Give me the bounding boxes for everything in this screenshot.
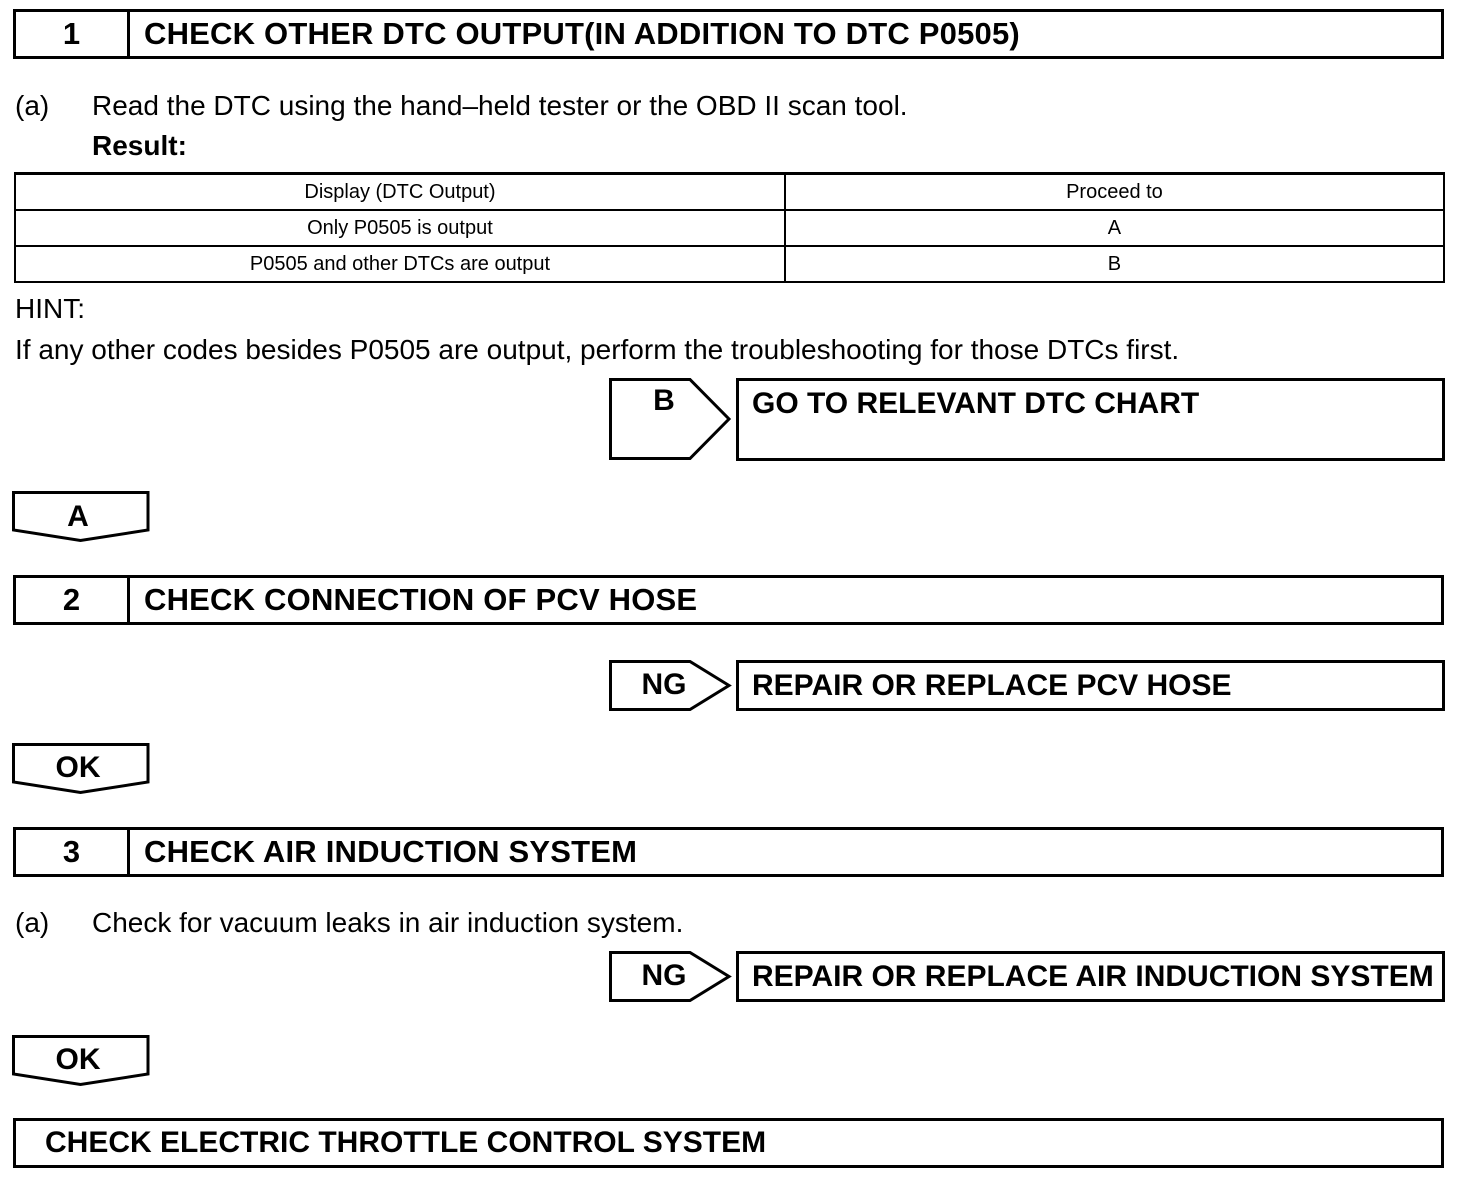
instruction-text: Check for vacuum leaks in air induction system.: [92, 907, 684, 938]
branch-action-box: REPAIR OR REPLACE AIR INDUCTION SYSTEM: [736, 951, 1445, 1002]
hint-text: If any other codes besides P0505 are output, perform the troubleshooting for those DTCs first.: [15, 334, 1180, 365]
table-cell: Only P0505 is output: [15, 210, 785, 246]
step-1-header: [13, 9, 1444, 59]
table-cell: P0505 and other DTCs are output: [15, 246, 785, 282]
step-title: CHECK CONNECTION OF PCV HOSE: [144, 582, 698, 617]
step-number: 3: [16, 830, 130, 874]
column-header-display: Display (DTC Output): [15, 174, 785, 211]
step-number: 1: [16, 12, 130, 56]
continue-a-tag: [12, 491, 150, 543]
final-step-box: CHECK ELECTRIC THROTTLE CONTROL SYSTEM: [13, 1118, 1444, 1168]
sub-step-marker: (a): [15, 90, 50, 121]
continue-ok-tag: [12, 743, 150, 795]
table-cell: B: [785, 246, 1444, 282]
branch-label: NG: [641, 668, 687, 701]
continue-label: A: [67, 500, 89, 533]
table-row: [15, 246, 1444, 282]
branch-b-arrow: [609, 378, 733, 462]
branch-action-box: REPAIR OR REPLACE PCV HOSE: [736, 660, 1445, 711]
continue-ok-tag: [12, 1035, 150, 1087]
table-cell: A: [785, 210, 1444, 246]
instruction-text: Read the DTC using the hand–held tester or the OBD II scan tool.: [92, 90, 908, 121]
table-row: [15, 210, 1444, 246]
step-3-header: [13, 827, 1444, 877]
result-label: Result:: [92, 130, 187, 161]
hint-label: HINT:: [15, 293, 85, 324]
branch-ng-arrow: [609, 660, 733, 712]
step-number: 2: [16, 578, 130, 622]
branch-label: NG: [641, 959, 687, 992]
sub-step-marker: (a): [15, 907, 50, 938]
step-title: CHECK OTHER DTC OUTPUT(IN ADDITION TO DTC P0505): [144, 16, 1020, 51]
result-table: [14, 172, 1445, 283]
step-title: CHECK AIR INDUCTION SYSTEM: [144, 834, 638, 869]
branch-action-box: GO TO RELEVANT DTC CHART: [736, 378, 1445, 461]
step-2-header: [13, 575, 1444, 625]
branch-ng-arrow: [609, 951, 733, 1003]
branch-label: B: [653, 384, 675, 417]
column-header-proceed: Proceed to: [785, 174, 1444, 211]
table-header-row: [15, 174, 1444, 211]
continue-label: OK: [55, 1043, 101, 1076]
continue-label: OK: [55, 751, 101, 784]
